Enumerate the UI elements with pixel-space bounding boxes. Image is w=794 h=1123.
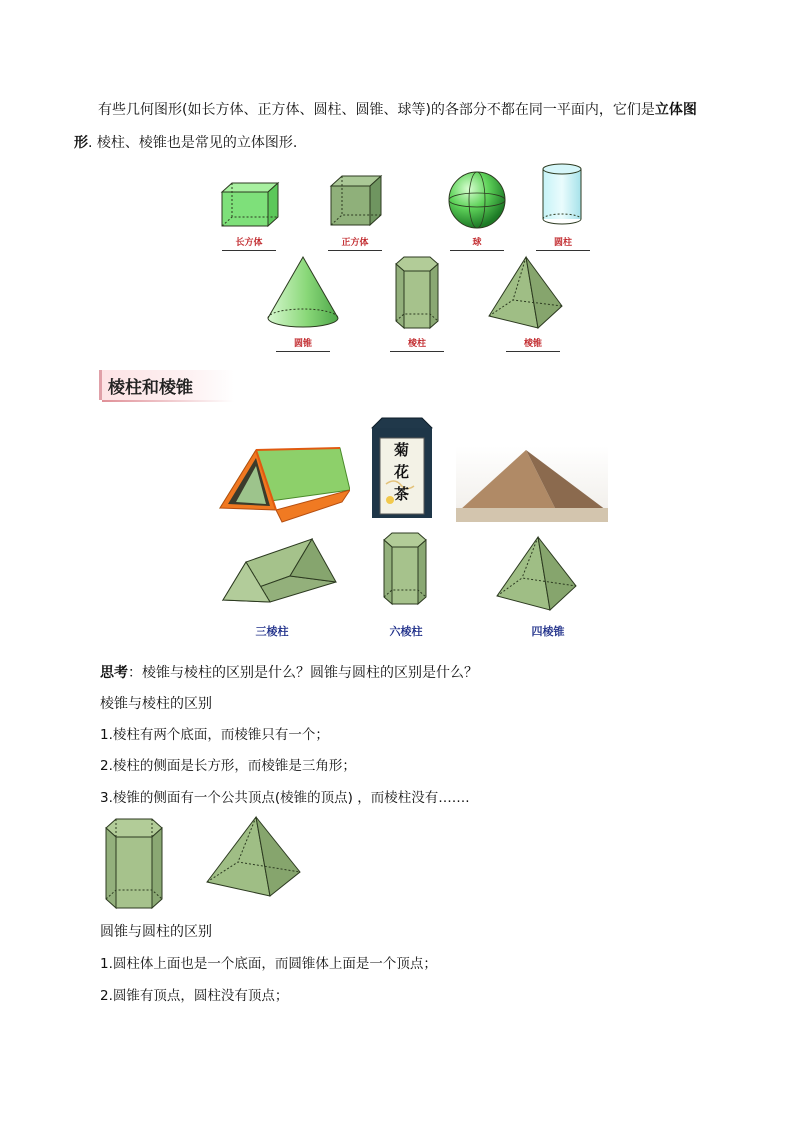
diff1-title: 棱锥与棱柱的区别 xyxy=(100,696,212,712)
section-title: 棱柱和棱锥 xyxy=(108,378,193,398)
intro-line-1 xyxy=(98,100,697,120)
cone-figure xyxy=(265,254,341,330)
diff2-item: 1.圆柱体上面也是一个底面，而圆锥体上面是一个顶点； xyxy=(100,956,437,972)
think-question xyxy=(100,663,478,683)
prism-figure xyxy=(392,254,442,332)
large-prism-figure xyxy=(102,816,166,912)
tent-photo xyxy=(210,440,350,524)
tea-char-3: 茶 xyxy=(394,485,410,503)
section-header xyxy=(99,370,234,400)
tea-char-1: 菊 xyxy=(394,441,410,459)
diff2-title: 圆锥与圆柱的区别 xyxy=(100,924,212,940)
caption-cylinder: 圆柱 xyxy=(536,237,590,251)
section-underline xyxy=(102,400,234,402)
cube-figure xyxy=(328,174,384,228)
caption-cuboid: 长方体 xyxy=(222,237,276,251)
diff1-item: 2.棱柱的侧面是长方形，而棱锥是三角形； xyxy=(100,758,356,774)
intro-line-2 xyxy=(74,133,297,153)
label-triangular-prism: 三棱柱 xyxy=(255,625,289,638)
cuboid-figure xyxy=(218,180,284,230)
pyramid-photo xyxy=(456,446,608,522)
intro-term: 立体图 xyxy=(654,102,697,118)
diff1-item: 1.棱柱有两个底面，而棱锥只有一个； xyxy=(100,727,329,743)
think-text: ：棱锥与棱柱的区别是什么？圆锥与圆柱的区别是什么？ xyxy=(128,665,478,681)
intro-term-end: 形 xyxy=(74,135,88,151)
intro-text: 有些几何图形(如长方体、正方体、圆柱、圆锥、球等)的各部分不都在同一平面内，它们是 xyxy=(98,102,655,118)
label-hexagonal-prism: 六棱柱 xyxy=(389,625,423,638)
think-label: 思考 xyxy=(100,665,128,681)
square-pyramid-figure xyxy=(494,534,580,612)
pyramid-figure xyxy=(486,254,566,330)
triangular-prism-figure xyxy=(220,536,338,604)
large-pyramid-figure xyxy=(204,814,304,900)
tea-char-2: 花 xyxy=(394,463,410,481)
diff2-item: 2.圆锥有顶点，圆柱没有顶点； xyxy=(100,988,289,1004)
caption-prism: 棱柱 xyxy=(390,338,444,352)
intro-text-2: . 棱柱、棱锥也是常见的立体图形. xyxy=(88,135,298,151)
caption-cube: 正方体 xyxy=(328,237,382,251)
cylinder-figure xyxy=(540,162,584,228)
hexagonal-prism-figure xyxy=(380,530,430,608)
label-square-pyramid: 四棱锥 xyxy=(531,625,565,638)
caption-sphere: 球 xyxy=(450,237,504,251)
caption-cone: 圆锥 xyxy=(276,338,330,352)
sphere-figure xyxy=(446,170,508,230)
diff1-item: 3.棱锥的侧面有一个公共顶点(棱锥的顶点) ，而棱柱没有……. xyxy=(100,790,470,806)
caption-pyramid: 棱锥 xyxy=(506,338,560,352)
